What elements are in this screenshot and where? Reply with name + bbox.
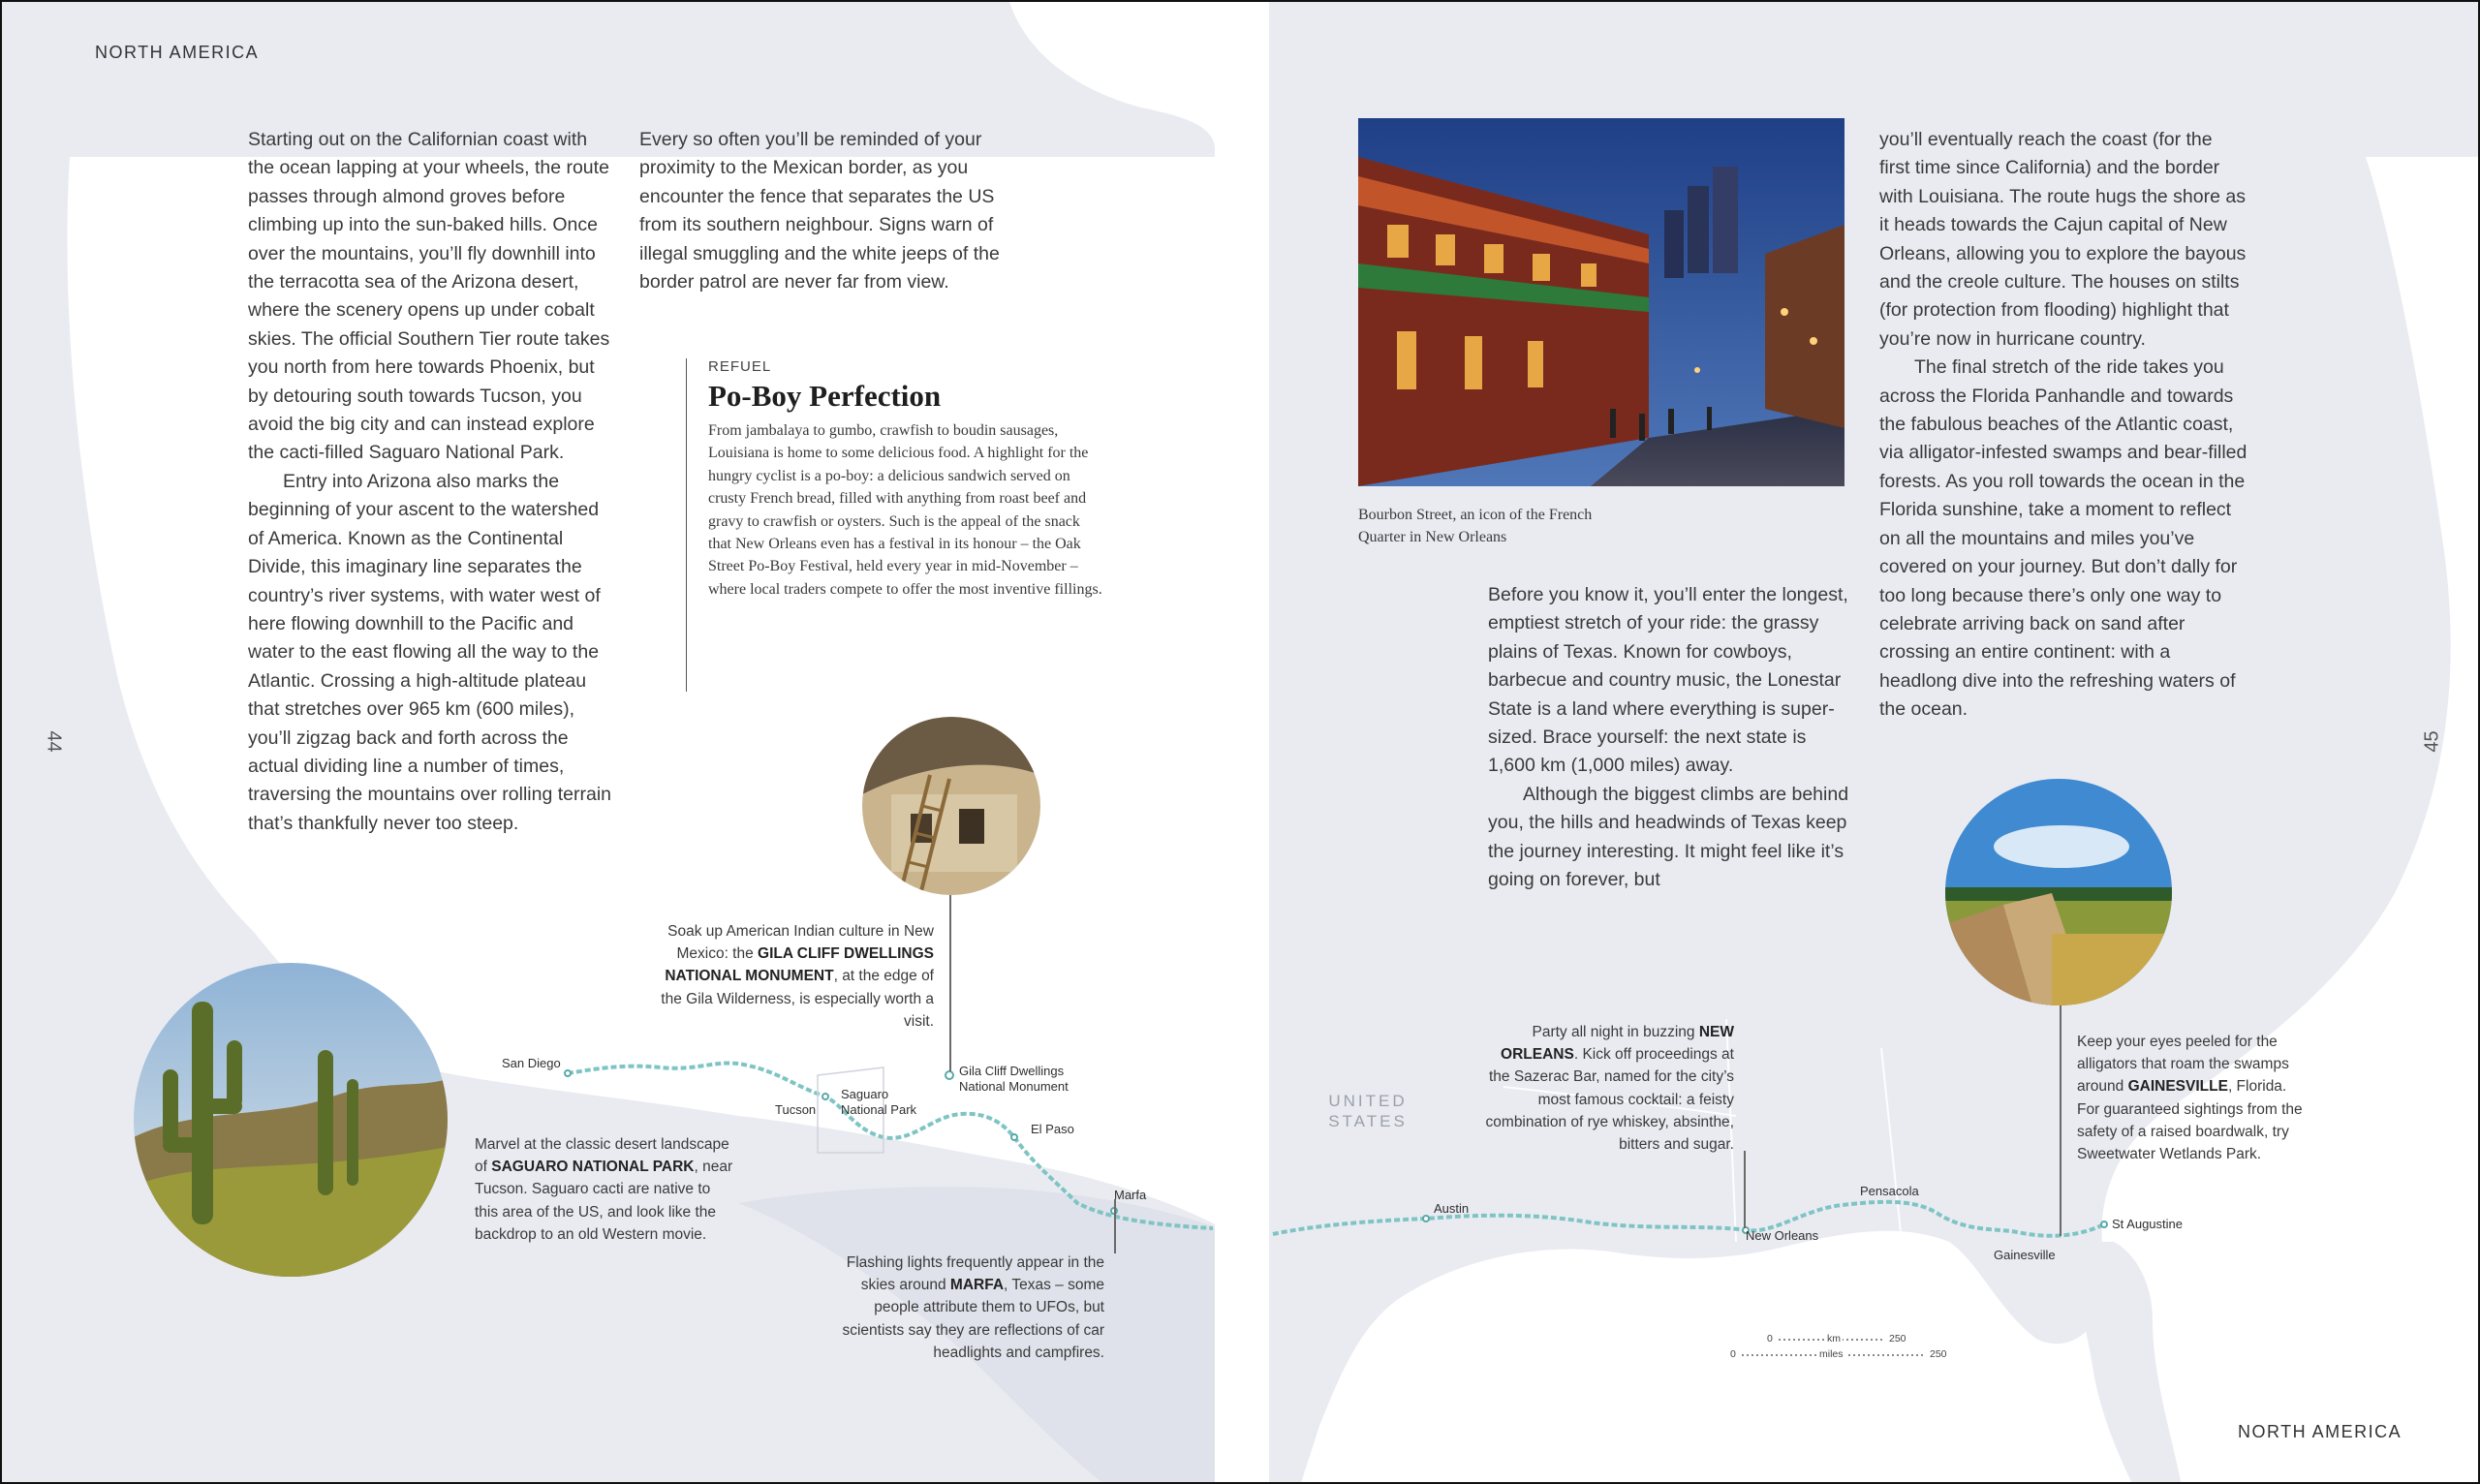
photo-caption: Bourbon Street, an icon of the French Quarter in New Orleans	[1358, 507, 1593, 545]
page-number-left: 44	[43, 730, 65, 753]
caption-place: GAINESVILLE	[2127, 1078, 2228, 1096]
caption-text: , Florida. For guaranteed sightings from the safety of a raised boardwalk, try Sweetwater Wetlands Park.	[2077, 1078, 2303, 1163]
map-label-new-orleans: New Orleans	[1746, 1228, 1819, 1243]
caption-gila	[661, 920, 934, 1033]
map-label-st-augustine: St Augustine	[2112, 1217, 2183, 1231]
scale-km-label: km	[1827, 1333, 1841, 1345]
caption-text: . Kick off proceedings at the Sazerac Bar, named for the city’s most famous cocktail: a feisty combination of rye whiskey, absinthe, bitters and sugar.	[1485, 1046, 1734, 1154]
map-label-saguaro: Saguaro National Park	[841, 1087, 917, 1117]
scale-km-max: 250	[1889, 1333, 1906, 1345]
sidebar-kicker: REFUEL	[708, 358, 772, 375]
caption-place: SAGUARO NATIONAL PARK	[491, 1159, 695, 1176]
running-head-right: NORTH AMERICA	[2238, 1422, 2402, 1441]
caption-text: Party all night in buzzing	[1532, 1024, 1699, 1040]
body-paragraph: Starting out on the Californian coast with the ocean lapping at your wheels, the route passes through almond groves before climbing up into the sun-baked hills. Once over the mountains, you’ll fly downhill into the terracotta sea of the Arizona desert, where the scenery opens up under cobalt skies. The official Southern Tier route takes you north from here towards Phoenix, but by detouring south towards Tucson, you avoid the big city and can instead explore the cacti-filled Saguaro National Park.	[248, 129, 610, 464]
running-head-left: NORTH AMERICA	[95, 43, 260, 62]
body-paragraph: Before you know it, you’ll enter the longest, emptiest stretch of your ride: the grassy plains of Texas. Known for cowboys, barbecue and country music, the Lonestar State is a land where everything is super-sized. Brace yourself: the next state is 1,600 km (1,000 miles) away.	[1488, 584, 1848, 777]
caption-place: GILA CLIFF DWELLINGS NATIONAL MONUMENT	[665, 945, 934, 985]
scale-km-zero: 0	[1767, 1333, 1773, 1345]
route-point-st-augustine	[2101, 1221, 2107, 1227]
sidebar-text: From jambalaya to gumbo, crawfish to boudin sausages, Louisiana is home to some delicious food. A highlight for the hungry cyclist is a po-boy: a delicious sandwich served on crusty French bread, filled with anything from roast beef and gravy to crawfish or oysters. Such is the appeal of the snack that New Orleans even has a festival in its honour – the Oak Street Po-Boy Festival, held every year in mid-November – where local traders compete to offer the most inventive fillings.	[708, 422, 1102, 598]
body-paragraph: The final stretch of the ride takes you across the Florida Panhandle and towards the fabulous beaches of the Atlantic coast, via alligator-infested swamps and bear-filled forests. As you roll towards the ocean in the Florida sunshine, take a moment to reflect on all the mountains and miles you’ve covered on your journey. But don’t dally for too long because there’s only one way to celebrate arriving back on sand after crossing an entire continent: with a headlong dive into the refreshing waters of the ocean.	[1879, 356, 2248, 721]
leader-line-new-orleans	[1744, 1151, 1746, 1228]
caption-text: Soak up American Indian culture in New Mexico: the	[667, 923, 934, 963]
route-point-austin	[1423, 1216, 1429, 1221]
body-paragraph: Although the biggest climbs are behind you, the hills and headwinds of Texas keep the journey interesting. It might feel like it’s going on forever, but	[1488, 783, 1849, 891]
map-label-austin: Austin	[1434, 1201, 1470, 1216]
scale-mi-zero: 0	[1730, 1348, 1736, 1360]
map-label-el-paso: El Paso	[1031, 1122, 1074, 1136]
map-label-tucson: Tucson	[775, 1102, 817, 1117]
route-map-overlay	[2, 2, 2480, 1484]
leader-line-marfa	[1114, 1199, 1116, 1253]
map-label-gila: Gila Cliff Dwellings National Monument	[959, 1064, 1069, 1094]
caption-text: , near Tucson. Saguaro cacti are native to this area of the US, and look like the backdrop to an old Western movie.	[475, 1159, 733, 1243]
route-point-tucson	[822, 1094, 828, 1099]
caption-new-orleans	[1484, 1021, 1734, 1156]
page-number-right: 45	[2421, 730, 2443, 753]
route-point-gila	[946, 1071, 953, 1079]
sidebar-title: Po-Boy Perfection	[708, 379, 942, 413]
body-paragraph: you’ll eventually reach the coast (for the first time since California) and the border with Louisiana. The route hugs the shore as it heads towards the Cajun capital of New Orleans, allowing you to explore the bayous and the creole culture. The houses on stilts (for protection from flooding) highlight that you’re now in hurricane country.	[1879, 129, 2247, 350]
caption-place: NEW ORLEANS	[1501, 1024, 1734, 1064]
route-east	[1273, 1202, 2104, 1236]
caption-place: MARFA	[949, 1277, 1005, 1294]
map-label-san-diego: San Diego	[502, 1056, 561, 1070]
map-label-pensacola: Pensacola	[1860, 1184, 1919, 1198]
leader-line-gainesville	[2060, 1005, 2062, 1236]
scale-mi-max: 250	[1930, 1348, 1947, 1360]
body-paragraph: Every so often you’ll be reminded of your proximity to the Mexican border, as you encounter the fence that separates the US from its southern neighbour. Signs warn of illegal smuggling and the white jeeps of the border patrol are never far from view.	[639, 129, 1000, 294]
map-label-gainesville: Gainesville	[1994, 1248, 2056, 1262]
caption-text: Marvel at the classic desert landscape of	[475, 1136, 729, 1176]
caption-text: , at the edge of the Gila Wilderness, is especially worth a visit.	[661, 968, 934, 1030]
caption-text: , Texas – some people attribute them to UFOs, but scientists say they are reflections of car headlights and campfires.	[842, 1277, 1104, 1361]
map-country-label: UNITED STATES	[1328, 1092, 1408, 1130]
caption-marfa	[841, 1252, 1104, 1364]
caption-gainesville	[2077, 1031, 2310, 1165]
scale-mi-label: miles	[1819, 1348, 1844, 1360]
route-point-san-diego	[565, 1070, 571, 1076]
map-label-marfa: Marfa	[1114, 1188, 1147, 1202]
caption-text: Flashing lights frequently appear in the skies around	[846, 1254, 1104, 1294]
body-paragraph: Entry into Arizona also marks the beginning of your ascent to the watershed of America. Known as the Continental Divide, this imaginary line separates the country’s river systems, with water west of here flowing downhill to the Pacific and water to the east flowing all the way to the Atlantic. Crossing a high-altitude plateau that stretches over 965 km (600 miles), you’ll zigzag back and forth across the actual dividing line a number of times, traversing the mountains over rolling terrain that’s thankfully never too steep.	[248, 470, 612, 834]
caption-saguaro	[475, 1133, 736, 1246]
route-point-el-paso	[1011, 1134, 1017, 1140]
caption-text: Keep your eyes peeled for the alligators that roam the swamps around	[2077, 1034, 2289, 1096]
leader-line-gila	[949, 895, 951, 1071]
